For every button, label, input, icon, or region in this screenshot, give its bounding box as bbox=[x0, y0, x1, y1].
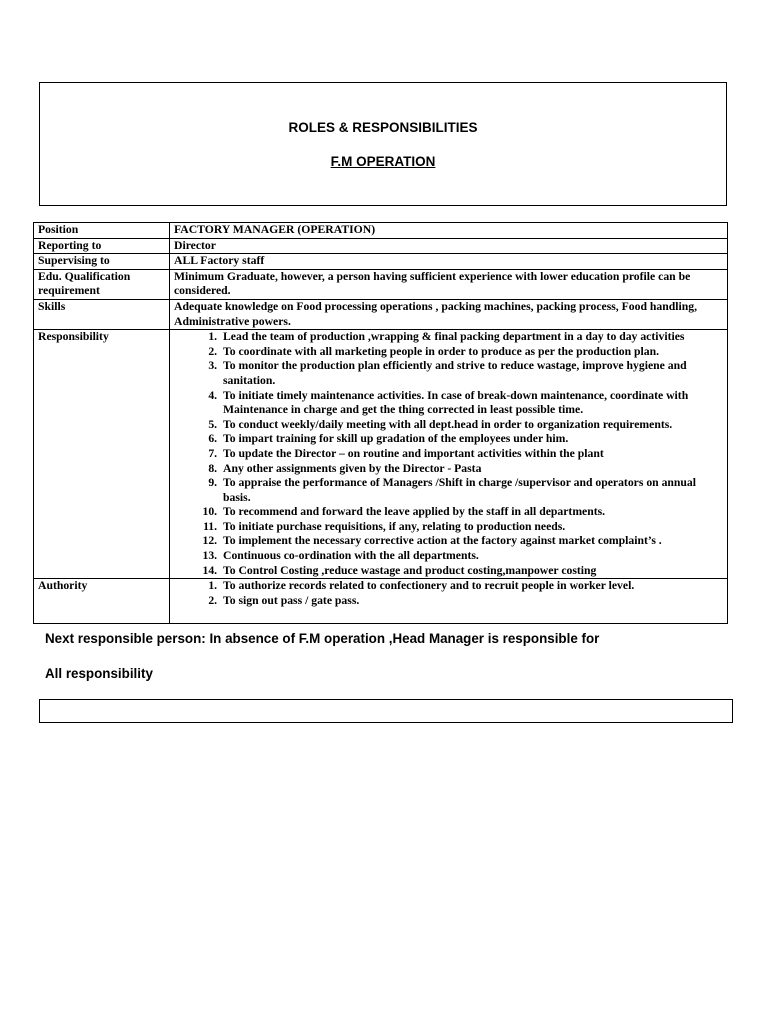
row-value-authority bbox=[170, 579, 728, 624]
list-item: 8. Any other assignments given by the Director - Pasta bbox=[220, 462, 723, 477]
row-label-reporting: Reporting to bbox=[34, 238, 170, 254]
list-item: 2. To sign out pass / gate pass. bbox=[220, 594, 723, 609]
row-label-responsibility: Responsibility bbox=[34, 330, 170, 579]
all-responsibility: All responsibility bbox=[45, 666, 153, 681]
list-item: 10. To recommend and forward the leave applied by the staff in all departments. bbox=[220, 505, 723, 520]
roles-table bbox=[33, 222, 728, 624]
row-label-position: Position bbox=[34, 223, 170, 239]
authority-list bbox=[174, 579, 723, 608]
list-item: 1. Lead the team of production ,wrapping & final packing department in a day to day activities bbox=[220, 330, 723, 345]
list-item: 14. To Control Costing ,reduce wastage and product costing,manpower costing bbox=[220, 564, 723, 579]
row-value-skills: Adequate knowledge on Food processing operations , packing machines, packing process, Food handling, Administrative powers. bbox=[170, 299, 728, 329]
row-label-qualification: Edu. Qualification requirement bbox=[34, 269, 170, 299]
list-item: 11. To initiate purchase requisitions, if any, relating to production needs. bbox=[220, 520, 723, 535]
list-item: 12. To implement the necessary corrective action at the factory against market complaint’s . bbox=[220, 534, 723, 549]
next-responsible-person: Next responsible person: In absence of F.M operation ,Head Manager is responsible for bbox=[45, 631, 600, 646]
list-item: 9. To appraise the performance of Managers /Shift in charge /supervisor and operators on annual basis. bbox=[220, 476, 723, 505]
document-title: ROLES & RESPONSIBILITIES bbox=[288, 120, 478, 135]
title-box bbox=[39, 82, 727, 206]
list-item: 7. To update the Director – on routine and important activities within the plant bbox=[220, 447, 723, 462]
row-value-qualification: Minimum Graduate, however, a person having sufficient experience with lower education profile can be considered. bbox=[170, 269, 728, 299]
table-row bbox=[34, 254, 728, 270]
table-row bbox=[34, 238, 728, 254]
row-label-supervising: Supervising to bbox=[34, 254, 170, 270]
row-value-responsibility bbox=[170, 330, 728, 579]
empty-box bbox=[39, 699, 733, 723]
table-row bbox=[34, 269, 728, 299]
list-item: 3. To monitor the production plan efficiently and strive to reduce wastage, improve hygiene and sanitation. bbox=[220, 359, 723, 388]
list-item: 13. Continuous co-ordination with the all departments. bbox=[220, 549, 723, 564]
row-label-skills: Skills bbox=[34, 299, 170, 329]
table-row bbox=[34, 579, 728, 624]
table-row bbox=[34, 223, 728, 239]
row-value-supervising: ALL Factory staff bbox=[170, 254, 728, 270]
document-subtitle: F.M OPERATION bbox=[330, 154, 436, 169]
list-item: 5. To conduct weekly/daily meeting with all dept.head in order to organization requirements. bbox=[220, 418, 723, 433]
row-value-reporting: Director bbox=[170, 238, 728, 254]
responsibility-list bbox=[174, 330, 723, 578]
list-item: 1. To authorize records related to confectionery and to recruit people in worker level. bbox=[220, 579, 723, 594]
table-row bbox=[34, 330, 728, 579]
row-value-position: FACTORY MANAGER (OPERATION) bbox=[170, 223, 728, 239]
list-item: 4. To initiate timely maintenance activities. In case of break-down maintenance, coordinate with Maintenance in charge and get the thing corrected in least possible time. bbox=[220, 389, 723, 418]
list-item: 2. To coordinate with all marketing people in order to produce as per the production plan. bbox=[220, 345, 723, 360]
table-row bbox=[34, 299, 728, 329]
row-label-authority: Authority bbox=[34, 579, 170, 624]
list-item: 6. To impart training for skill up gradation of the employees under him. bbox=[220, 432, 723, 447]
